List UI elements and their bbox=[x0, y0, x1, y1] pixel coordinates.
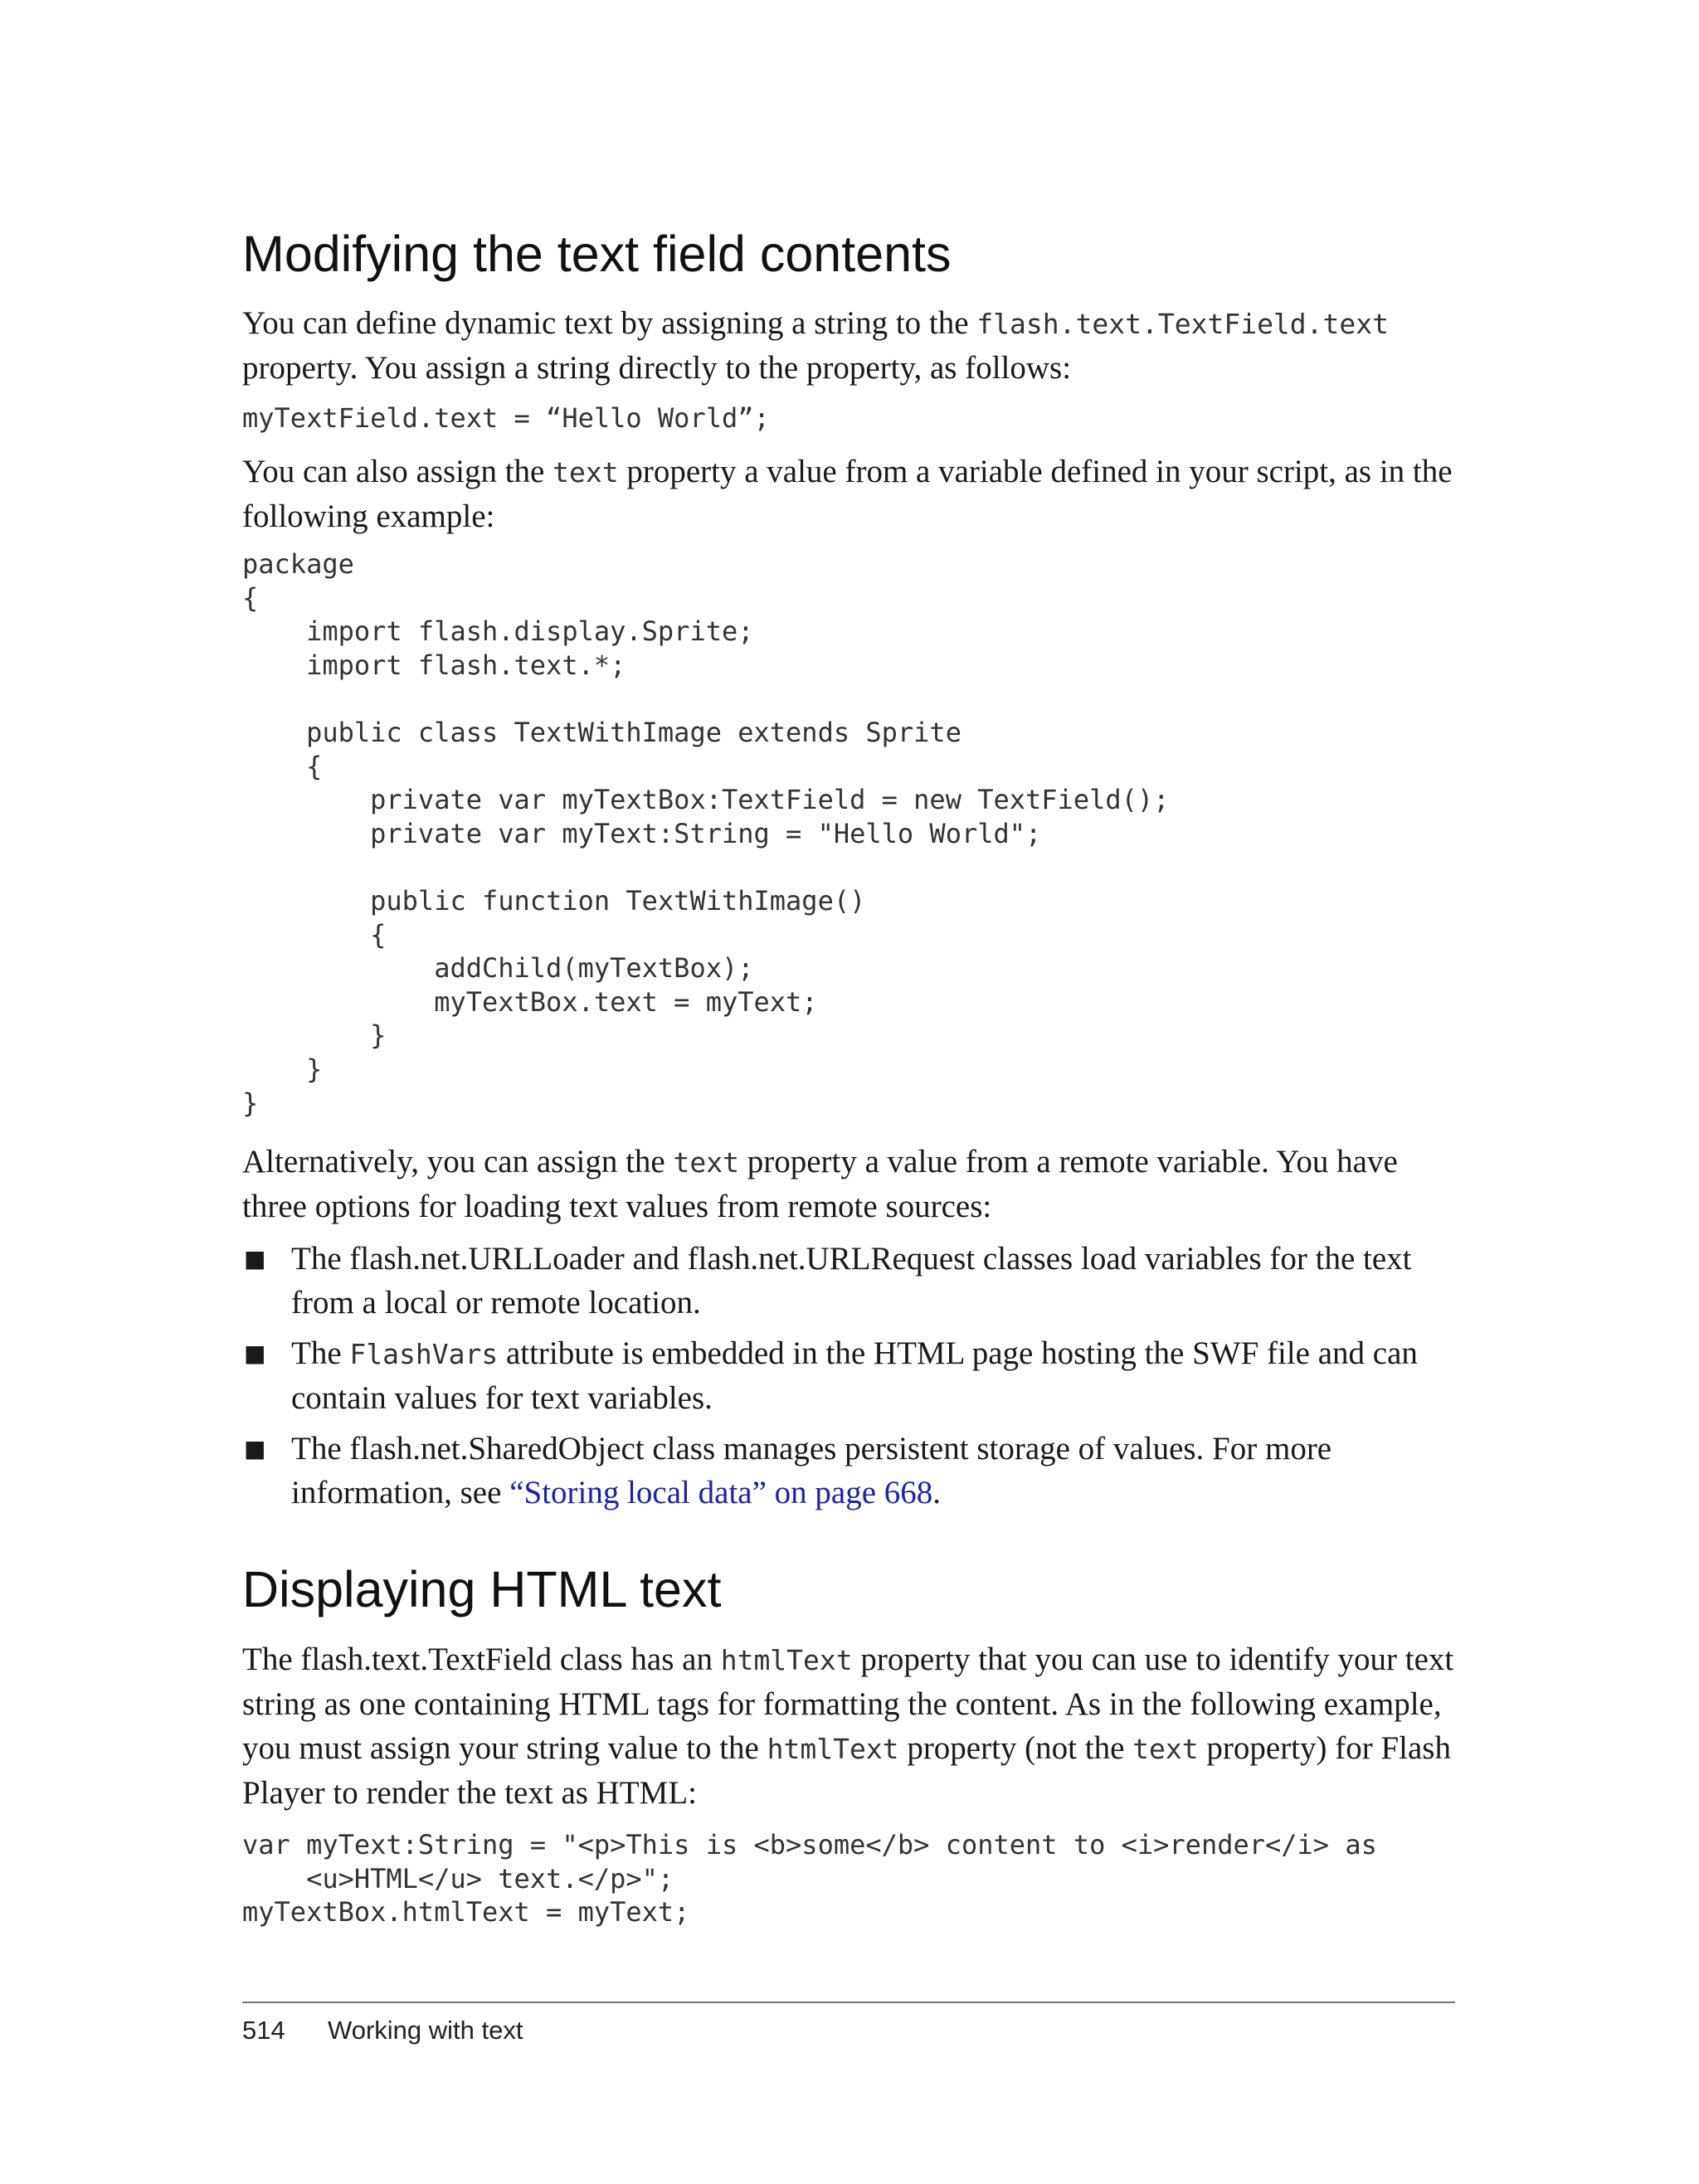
inline-code: text bbox=[1132, 1733, 1199, 1765]
paragraph-define-dynamic-text: You can define dynamic text by assigning a string to the flash.text.TextField.text property. You assign a string directly to the property, as follows: bbox=[242, 305, 1390, 386]
inline-code: FlashVars bbox=[349, 1338, 499, 1370]
list-item: ■ The flash.net.SharedObject class manages persistent storage of values. For more information, see “Storing local data” on page 668. bbox=[242, 1427, 1455, 1515]
inline-code: text bbox=[673, 1146, 739, 1179]
chapter-title: Working with text bbox=[328, 2016, 523, 2045]
list-item: ■ The flash.net.URLLoader and flash.net.URLRequest classes load variables for the text from a local or remote location. bbox=[242, 1237, 1455, 1325]
paragraph-remote-variable: Alternatively, you can assign the text property a value from a remote variable. You have three options for loading text values from remote sources: bbox=[242, 1144, 1398, 1224]
bullet-icon: ■ bbox=[244, 1245, 266, 1272]
inline-code: flash.text.TextField.text bbox=[976, 308, 1390, 340]
bullet-icon: ■ bbox=[244, 1340, 266, 1367]
footer-divider bbox=[242, 2002, 1455, 2003]
code-block-assign-string: myTextField.text = “Hello World”; bbox=[242, 402, 770, 434]
remote-sources-list bbox=[242, 1237, 1455, 1515]
page-number: 514 bbox=[242, 2016, 285, 2045]
section-heading-displaying-html: Displaying HTML text bbox=[242, 1561, 722, 1617]
list-item: ■ The FlashVars attribute is embedded in the HTML page hosting the SWF file and can contain values for text variables. bbox=[242, 1331, 1455, 1420]
inline-code: text bbox=[553, 456, 619, 489]
paragraph-htmltext-property: The flash.text.TextField class has an htmlText property that you can use to identify your text string as one containing HTML tags for formatting the content. As in the following example, you must assign your string value to the htmlText property (not the text property) for Flash Player to render the text as HTML: bbox=[242, 1642, 1454, 1811]
cross-reference-link[interactable]: “Storing local data” on page 668 bbox=[509, 1475, 933, 1510]
section-heading-modifying: Modifying the text field contents bbox=[242, 226, 952, 282]
code-block-html-text: var myText:String = "<p>This is <b>some</b> content to <i>render</i> as <u>HTML</u> text.</p>"; myTextBox.htmlText = myText; bbox=[242, 1829, 1377, 1929]
inline-code: htmlText bbox=[767, 1733, 899, 1765]
bullet-icon: ■ bbox=[244, 1435, 266, 1462]
page-footer bbox=[242, 2016, 523, 2045]
code-block-package-example: package { import flash.display.Sprite; import flash.text.*; public class TextWithImage extends Sprite { private var myTextBox:TextField = new TextField(); private var myText:String = "Hello World"; public function TextWithImage() { addChild(myTextBox); myTextBox.text = myText; } } } bbox=[242, 548, 1170, 1119]
inline-code: htmlText bbox=[720, 1644, 853, 1676]
paragraph-assign-variable: You can also assign the text property a value from a variable defined in your script, as in the following example: bbox=[242, 454, 1453, 534]
